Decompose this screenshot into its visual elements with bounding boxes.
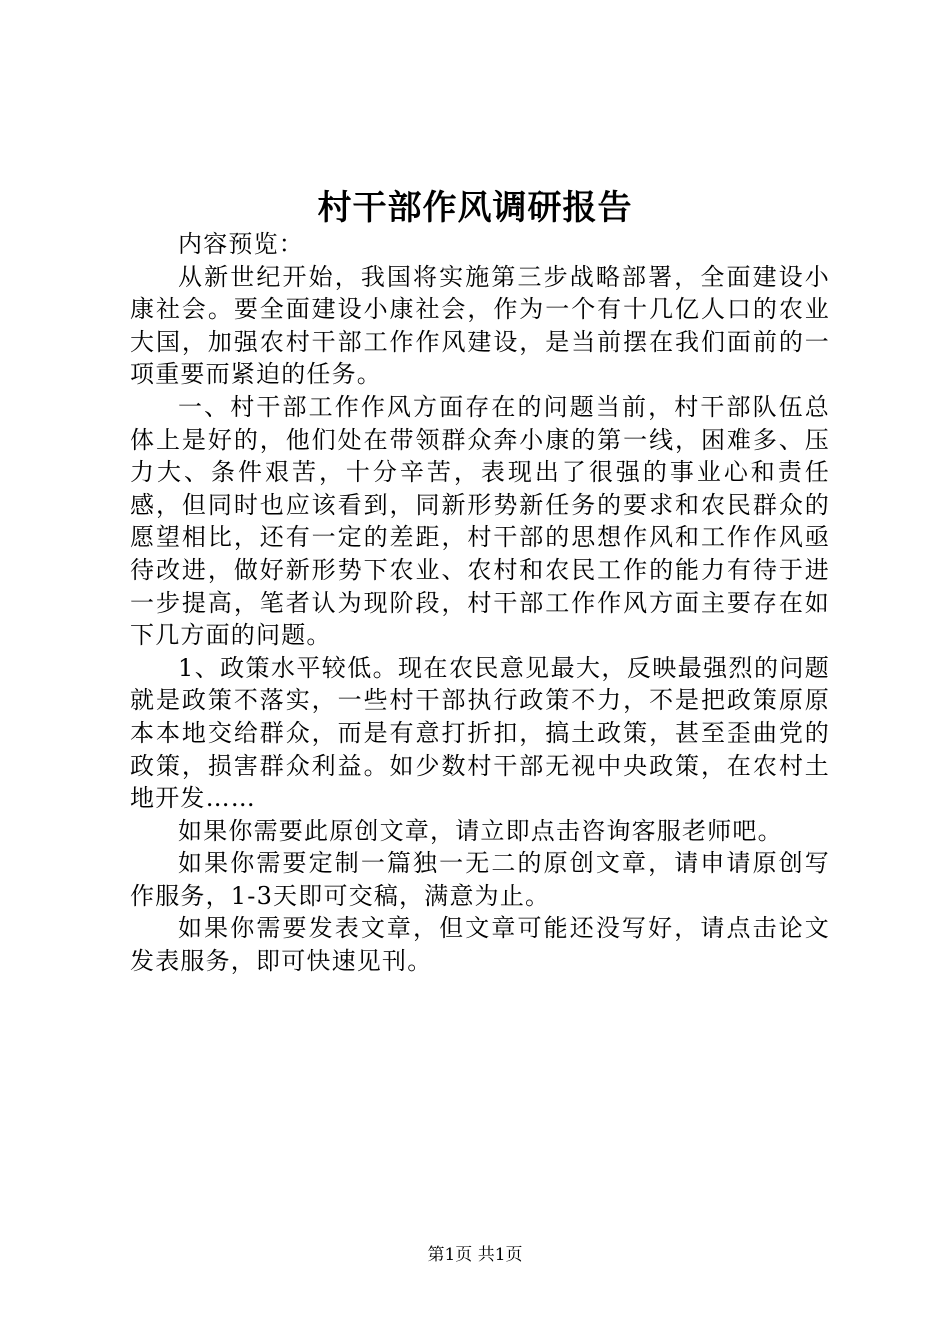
document-title: 村干部作风调研报告 (317, 188, 633, 228)
preview-label: 内容预览： (178, 230, 304, 258)
paragraph-policy: 1、政策水平较低。现在农民意见最大，反映最强烈的问题就是政策不落实，一些村干部执行政策不力，不是把政策原原本本地交给群众，而是有意打折扣，搞土政策，甚至歪曲党的政策，损害群众利益。如少数村干部无视中央政策，在农村土地开发…… (130, 653, 830, 813)
page-footer: 第1页 共1页 (427, 1245, 523, 1265)
paragraph-publish[interactable]: 如果你需要发表文章，但文章可能还没写好，请点击论文发表服务，即可快速见刊。 (130, 914, 830, 976)
paragraph-consult[interactable]: 如果你需要此原创文章，请立即点击咨询客服老师吧。 (178, 816, 783, 845)
paragraph-intro: 从新世纪开始，我国将实施第三步战略部署，全面建设小康社会。要全面建设小康社会，作为一个有十几亿人口的农业大国，加强农村干部工作作风建设，是当前摆在我们面前的一项重要而紧迫的任务。 (130, 262, 830, 389)
document-body (130, 228, 830, 978)
paragraph-custom-writing[interactable]: 如果你需要定制一篇独一无二的原创文章，请申请原创写作服务，1-3天即可交稿，满意为止。 (130, 849, 830, 910)
paragraph-problems: 一、村干部工作作风方面存在的问题当前，村干部队伍总体上是好的，他们处在带领群众奔小康的第一线，困难多、压力大、条件艰苦，十分辛苦，表现出了很强的事业心和责任感，但同时也应该看到，同新形势新任务的要求和农民群众的愿望相比，还有一定的差距，村干部的思想作风和工作作风亟待改进，做好新形势下农业、农村和农民工作的能力有待于进一步提高，笔者认为现阶段，村干部工作作风方面主要存在如下几方面的问题。 (130, 392, 830, 650)
